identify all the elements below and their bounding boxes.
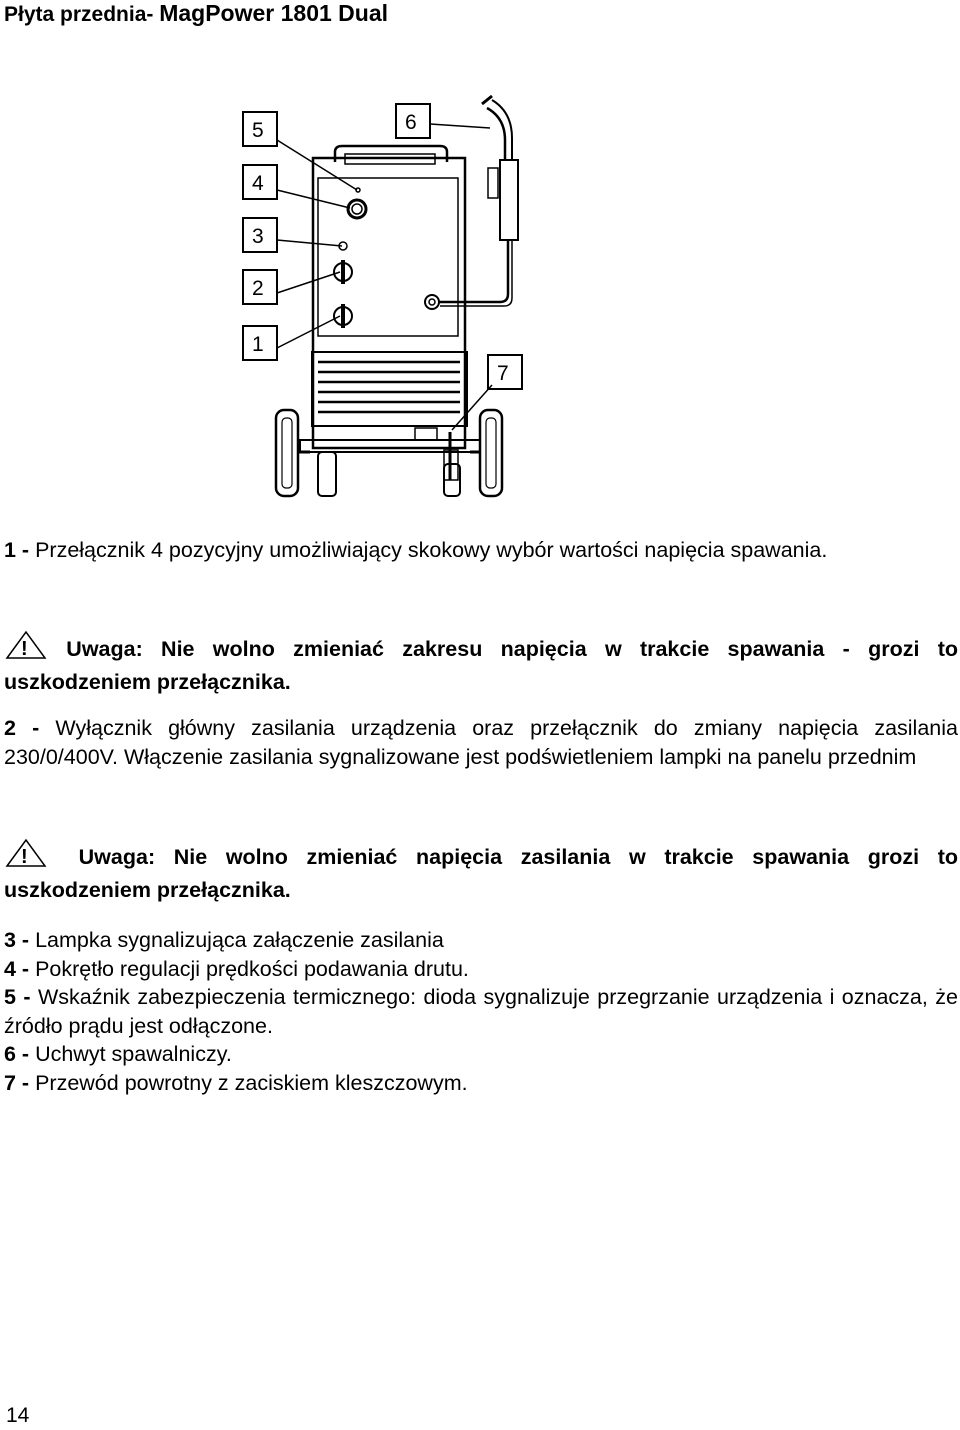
item-1 xyxy=(4,536,958,565)
list-item: 5 - Wskaźnik zabezpieczenia termicznego: dioda sygnalizuje przegrzanie urządzenia i oznacza, że źródło prądu jest odłączone. xyxy=(4,985,958,1038)
item-2-number: 2 - xyxy=(4,716,56,740)
label-2: 2 xyxy=(252,277,264,300)
component-list xyxy=(4,926,958,1098)
page-title xyxy=(4,0,388,27)
warning-triangle-icon xyxy=(4,630,48,668)
warning-2 xyxy=(4,838,958,905)
svg-text:!: ! xyxy=(21,846,28,868)
label-7: 7 xyxy=(497,362,509,385)
item-1-number: 1 - xyxy=(4,538,36,562)
control-panel xyxy=(318,178,458,336)
warning-2-text: Uwaga: Nie wolno zmieniać napięcia zasilania w trakcie spawania grozi to uszkodzeniem przełącznika. xyxy=(4,845,958,902)
page-number: 14 xyxy=(6,1404,30,1427)
page-title-prefix: Płyta przednia- xyxy=(4,3,160,26)
item-2 xyxy=(4,714,958,772)
label-3: 3 xyxy=(252,225,264,248)
label-4: 4 xyxy=(252,172,264,195)
list-item: 7 - Przewód powrotny z zaciskiem kleszczowym. xyxy=(4,1070,468,1095)
warning-1-text: Uwaga: Nie wolno zmieniać zakresu napięcia w trakcie spawania - grozi to uszkodzeniem przełącznika. xyxy=(4,637,959,694)
list-item: 6 - Uchwyt spawalniczy. xyxy=(4,1042,232,1067)
page-title-model: MagPower 1801 Dual xyxy=(159,0,389,26)
left-wheel xyxy=(276,410,298,496)
svg-text:!: ! xyxy=(21,638,28,660)
label-1: 1 xyxy=(252,333,264,356)
item-1-text: Przełącznik 4 pozycyjny umożliwiający skokowy wybór wartości napięcia spawania. xyxy=(35,538,828,562)
list-item: 4 - Pokrętło regulacji prędkości podawania drutu. xyxy=(4,956,469,981)
item-2-text: Wyłącznik główny zasilania urządzenia oraz przełącznik do zmiany napięcia zasilania 230/0/400V. Włączenie zasilania sygnalizowane jest podświetleniem lampki na panelu przednim xyxy=(4,716,958,769)
label-6: 6 xyxy=(405,111,417,134)
label-5: 5 xyxy=(252,119,264,142)
warning-1 xyxy=(4,630,958,697)
warning-triangle-icon xyxy=(4,838,60,876)
list-item: 3 - Lampka sygnalizująca załączenie zasilania xyxy=(4,928,444,952)
right-wheel xyxy=(480,410,502,496)
machine-front-panel-diagram xyxy=(0,90,960,520)
